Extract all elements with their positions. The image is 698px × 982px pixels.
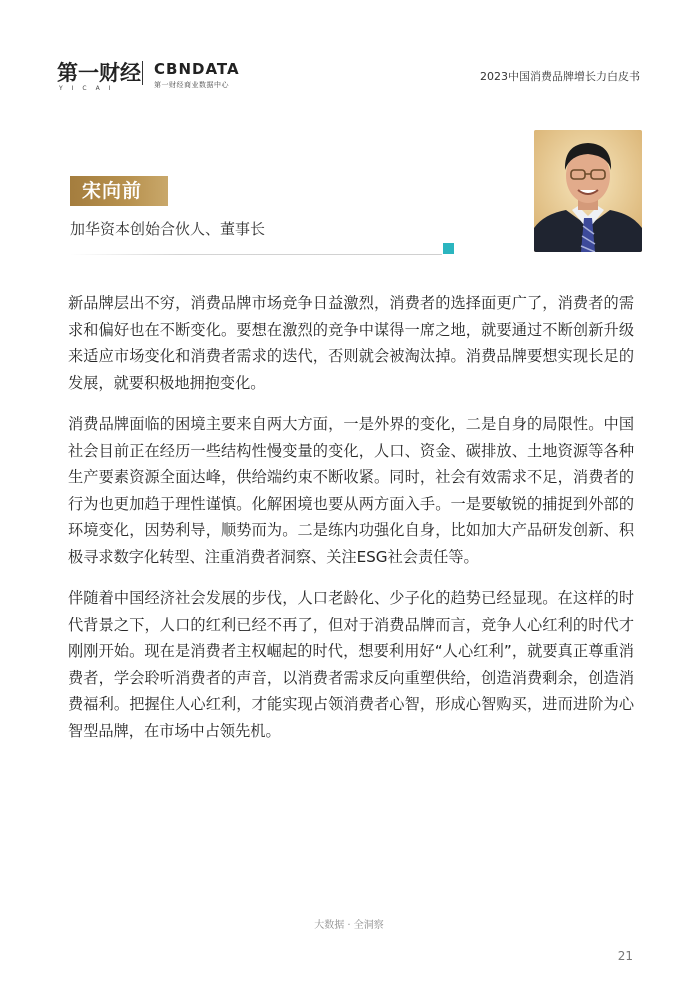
person-role: 加华资本创始合伙人、董事长	[70, 220, 266, 238]
paragraph-1: 新品牌层出不穷，消费品牌市场竞争日益激烈，消费者的选择面更广了，消费者的需求和偏好也在不断变化。要想在激烈的竞争中谋得一席之地，就要通过不断创新升级来适应市场变化和消费者需求的迭代，否则就会被淘汰掉。消费品牌要想实现长足的发展，就要积极地拥抱变化。	[68, 294, 634, 392]
portrait-photo	[534, 130, 642, 252]
cbndata-logo-text: CBNDATA	[154, 60, 240, 78]
profile-divider	[70, 254, 442, 255]
paragraph-2: 消费品牌面临的困境主要来自两大方面，一是外界的变化，二是自身的局限性。中国社会目前正在经历一些结构性慢变量的变化，人口、资金、碳排放、土地资源等各种生产要素资源全面达峰，供给端约束不断收紧。同时，社会有效需求不足，消费者的行为也更加趋于理性谨慎。化解困境也要从两方面入手。一是要敏锐的捕捉到外部的环境变化，因势利导，顺势而为。二是练内功强化自身，比如加大产品研发创新、积极寻求数字化转型、注重消费者洞察、关注ESG社会责任等。	[68, 415, 634, 566]
yicai-logo-subtext: YICAI	[59, 85, 120, 92]
page-number: 21	[617, 949, 633, 963]
yicai-logo	[57, 62, 141, 93]
yicai-logo-text: 第一财经	[57, 61, 141, 85]
person-name-badge: 宋向前	[70, 176, 168, 206]
paragraph-3: 伴随着中国经济社会发展的步伐，人口老龄化、少子化的趋势已经显现。在这样的时代背景之下，人口的红利已经不再了，但对于消费品牌而言，竞争人心红利的时代才刚刚开始。现在是消费者主权崛起的时代，想要利用好“人心红利”，就要真正尊重消费者，学会聆听消费者的声音，以消费者需求反向重塑供给，创造消费剩余，创造消费福利。把握住人心红利，才能实现占领消费者心智，形成心智购买，进而进阶为心智型品牌，在市场中占领先机。	[68, 589, 634, 740]
accent-square-icon	[443, 243, 454, 254]
logo-divider	[142, 61, 143, 85]
portrait-illustration	[534, 130, 642, 252]
cbndata-logo	[154, 61, 240, 90]
footer-tagline: 大数据 · 全洞察	[314, 920, 384, 931]
document-title: 2023中国消费品牌增长力白皮书	[480, 70, 640, 83]
article-body	[68, 290, 634, 759]
cbndata-logo-subtext: 第一财经商业数据中心	[154, 81, 229, 89]
